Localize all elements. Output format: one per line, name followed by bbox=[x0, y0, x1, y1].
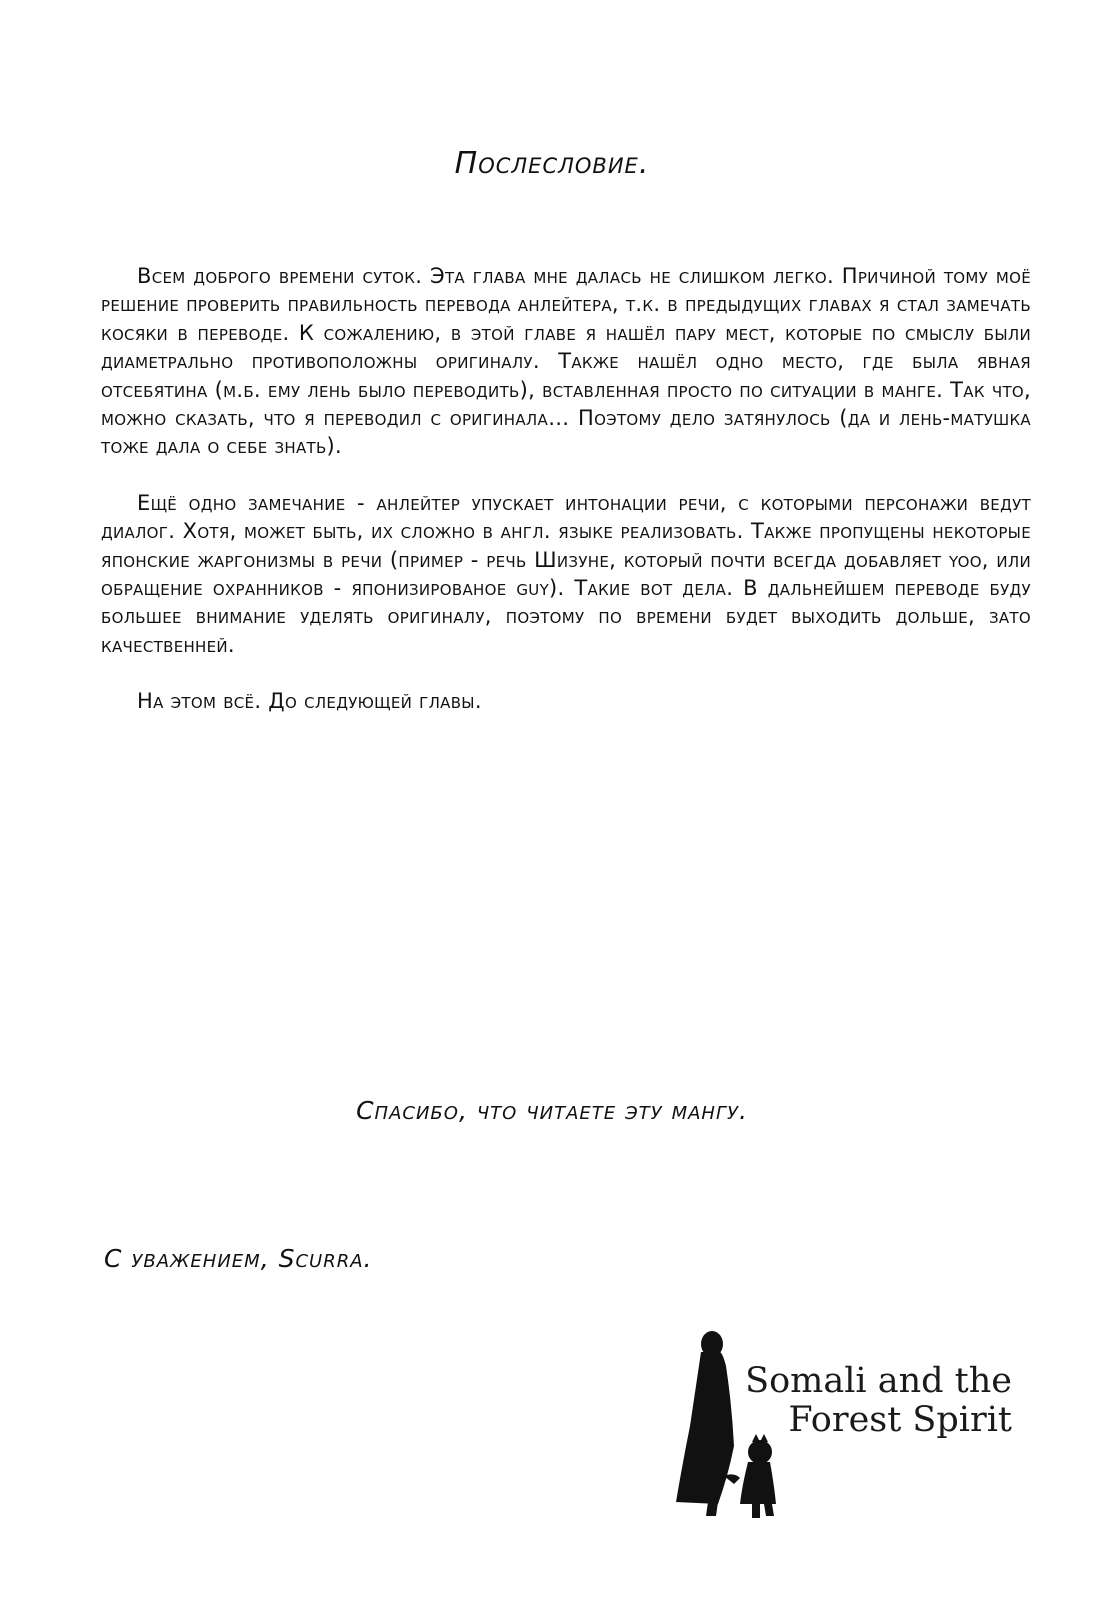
thanks-line: Спасибо, что читаете эту мангу. bbox=[356, 1096, 748, 1125]
paragraph-2: Ещё одно замечание - анлейтер упускает интонации речи, с которыми персонажи ведут диалог. Хотя, может быть, их сложно в англ. языке реализовать. Также пропущены некоторые японские жаргонизмы в речи (пример - речь Шизуне, который почти всегда добавляет yoo, или обращение охранников - японизированое guy). Такие вот дела. В дальнейшем переводе буду большее внимание уделять оригиналу, поэтому по времени будет выходить дольше, зато качественней. bbox=[101, 490, 1031, 657]
logo-line-1: Somali and the bbox=[745, 1361, 1012, 1401]
page-title: Послесловие. bbox=[454, 146, 650, 181]
afterword-body bbox=[101, 262, 1031, 744]
series-logo bbox=[668, 1326, 1028, 1526]
signature: С уважением, Scurra. bbox=[104, 1244, 373, 1273]
logo-text bbox=[742, 1362, 1012, 1440]
paragraph-3: На этом всё. До следующей главы. bbox=[137, 689, 482, 714]
paragraph-1: Всем доброго времени суток. Эта глава мне далась не слишком легко. Причиной тому моё решение проверить правильность перевода анлейтера, т.к. в предыдущих главах я стал замечать косяки в переводе. К сожалению, в этой главе я нашёл пару мест, которые по смыслу были диаметрально противоположны оригиналу. Также нашёл одно место, где была явная отсебятина (м.б. ему лень было переводить), вставленная просто по ситуации в манге. Так что, можно сказать, что я переводил с оригинала… Поэтому дело затянулось (да и лень-матушка тоже дала о себе знать). bbox=[101, 264, 1031, 459]
logo-line-2: Forest Spirit bbox=[788, 1400, 1012, 1440]
